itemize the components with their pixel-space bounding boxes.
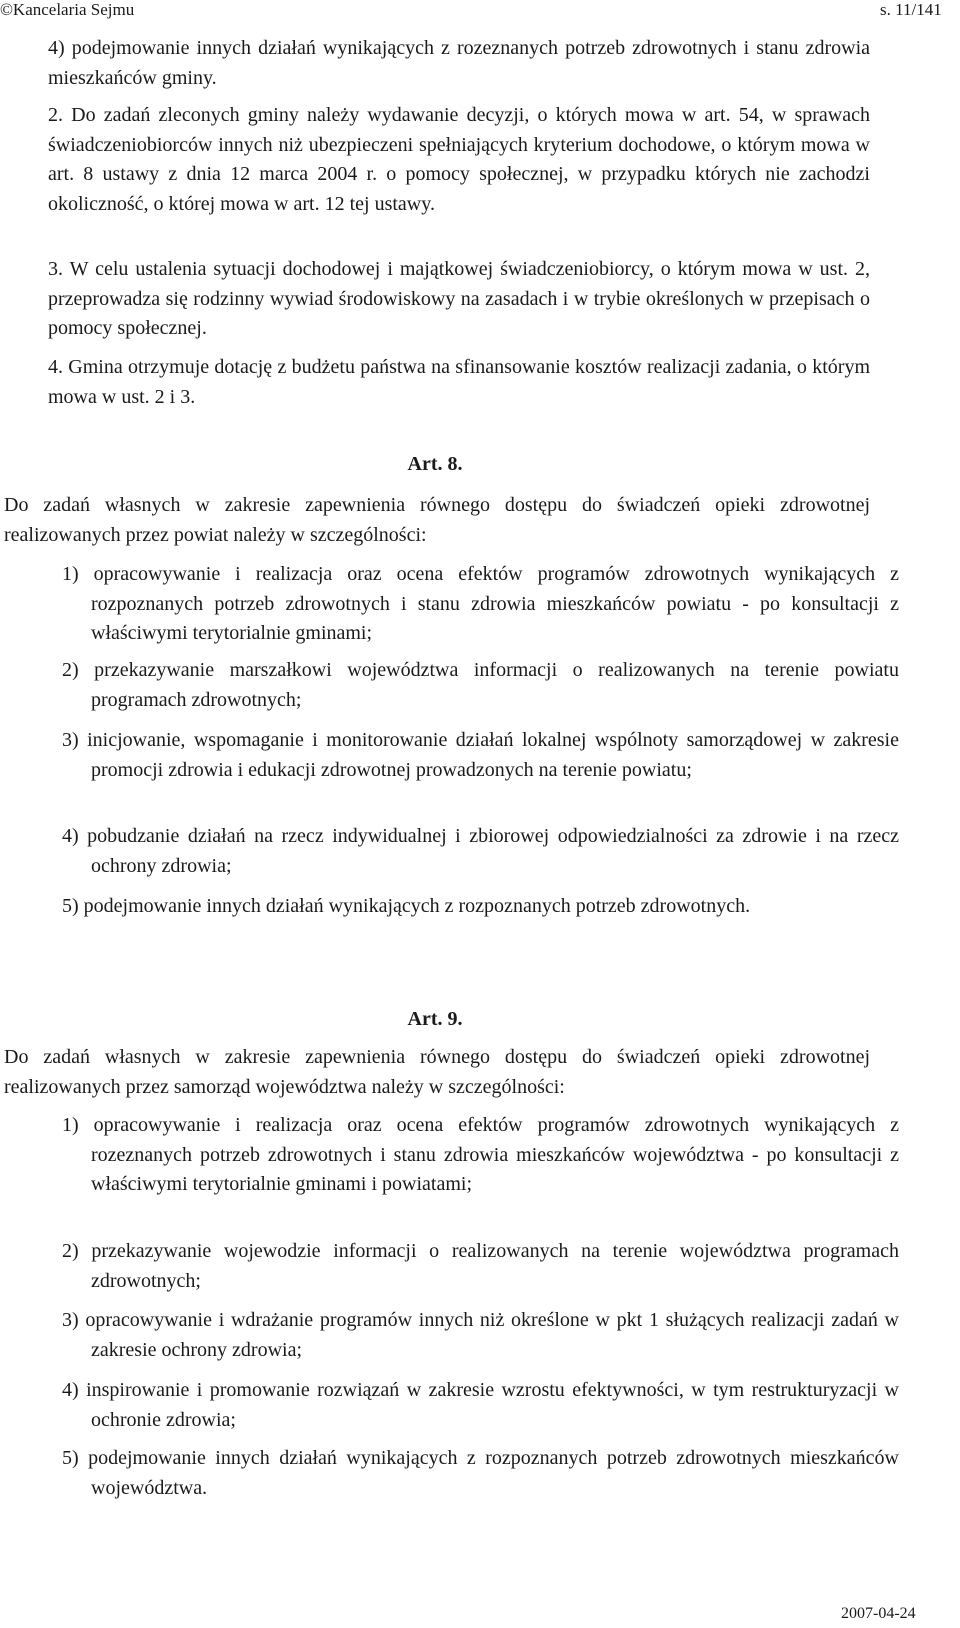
article-8-item-1: 1) opracowywanie i realizacja oraz ocena efektów programów zdrowotnych wynikających z rozpoznanych potrzeb zdrowotnych i stanu zdrowia mieszkańców powiatu - po konsultacji z właściwymi terytorialnie gminami; <box>62 563 899 644</box>
paragraph-2: 2. Do zadań zleconych gminy należy wydawanie decyzji, o których mowa w art. 54, w sprawach świadczeniobiorców innych niż ubezpieczeni spełniających kryterium dochodowe, o którym mowa w art. 8 ustawy z dnia 12 marca 2004 r. o pomocy społecznej, w przypadku których nie zachodzi okoliczność, o której mowa w art. 12 tej ustawy. <box>48 104 870 215</box>
footer-date: 2007-04-24 <box>841 1605 916 1622</box>
article-9-heading: Art. 9. <box>407 1008 463 1030</box>
article-9-item-5: 5) podejmowanie innych działań wynikających z rozpoznanych potrzeb zdrowotnych mieszkańców województwa. <box>62 1447 899 1499</box>
article-9-item-3: 3) opracowywanie i wdrażanie programów innych niż określone w pkt 1 służących realizacji zadań w zakresie ochrony zdrowia; <box>62 1309 899 1361</box>
article-9-intro: Do zadań własnych w zakresie zapewnienia równego dostępu do świadczeń opieki zdrowotnej realizowanych przez samorząd województwa należy w szczególności: <box>4 1046 870 1098</box>
article-9-item-1: 1) opracowywanie i realizacja oraz ocena efektów programów zdrowotnych wynikających z rozeznanych potrzeb zdrowotnych i stanu zdrowia mieszkańców województwa - po konsultacji z właściwymi terytorialnie gminami i powiatami; <box>62 1114 899 1195</box>
article-9-item-4: 4) inspirowanie i promowanie rozwiązań w zakresie wzrostu efektywności, w tym restrukturyzacji w ochronie zdrowia; <box>62 1379 899 1431</box>
article-8-intro: Do zadań własnych w zakresie zapewnienia równego dostępu do świadczeń opieki zdrowotnej realizowanych przez powiat należy w szczególności: <box>4 494 870 546</box>
article-8-item-5: 5) podejmowanie innych działań wynikających z rozpoznanych potrzeb zdrowotnych. <box>62 895 751 917</box>
header-source: ©Kancelaria Sejmu <box>0 0 135 19</box>
paragraph-4: 4. Gmina otrzymuje dotację z budżetu państwa na sfinansowanie kosztów realizacji zadania, o którym mowa w ust. 2 i 3. <box>48 356 870 408</box>
list-item-gmina-4: 4) podejmowanie innych działań wynikających z rozeznanych potrzeb zdrowotnych i stanu zdrowia mieszkańców gminy. <box>48 37 870 89</box>
article-8-item-4: 4) pobudzanie działań na rzecz indywidualnej i zbiorowej odpowiedzialności za zdrowie i na rzecz ochrony zdrowia; <box>62 825 899 877</box>
article-8-item-2: 2) przekazywanie marszałkowi województwa informacji o realizowanych na terenie powiatu programach zdrowotnych; <box>62 659 899 711</box>
article-8-item-3: 3) inicjowanie, wspomaganie i monitorowanie działań lokalnej wspólnoty samorządowej w zakresie promocji zdrowia i edukacji zdrowotnej prowadzonych na terenie powiatu; <box>62 729 899 781</box>
article-9-item-2: 2) przekazywanie wojewodzie informacji o realizowanych na terenie województwa programach zdrowotnych; <box>62 1240 899 1292</box>
article-8-heading: Art. 8. <box>407 453 463 475</box>
header-page-number: s. 11/141 <box>880 0 942 19</box>
paragraph-3: 3. W celu ustalenia sytuacji dochodowej i majątkowej świadczeniobiorcy, o którym mowa w ust. 2, przeprowadza się rodzinny wywiad środowiskowy na zasadach i w trybie określonych w przepisach o pomocy społecznej. <box>48 258 870 339</box>
